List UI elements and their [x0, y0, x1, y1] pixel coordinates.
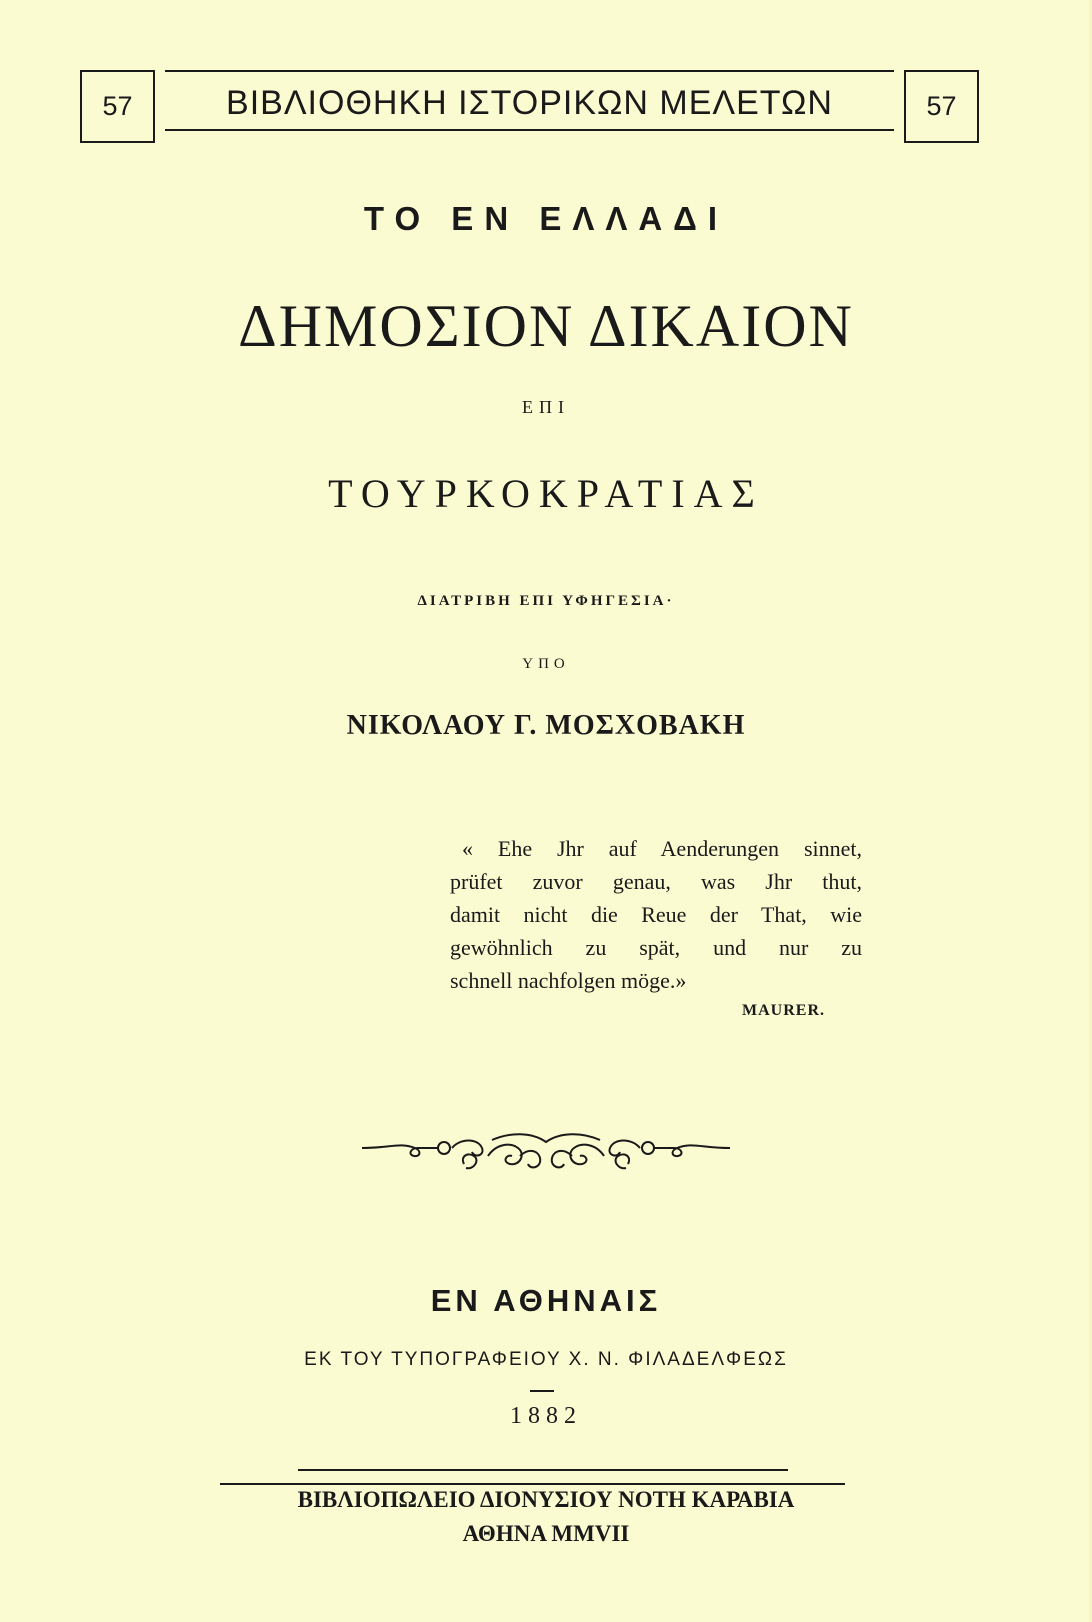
publisher-place-year: ΑΘΗΝΑ MMVII	[462, 1521, 630, 1546]
epigraph-attribution: MAURER.	[742, 1002, 825, 1019]
by-line: ΥΠΟ	[522, 656, 570, 672]
publisher-rule-top	[298, 1469, 788, 1471]
subtitle: ΔΙΑΤΡΙΒΗ ΕΠΙ ΥΦΗΓΕΣΙΑ·	[417, 593, 675, 609]
series-rule-bottom	[165, 129, 894, 131]
publisher-name: ΒΙΒΛΙΟΠΩΛΕΙΟ ΔΙΟΝΥΣΙΟΥ ΝΟΤΗ ΚΑΡΑΒΙΑ	[297, 1487, 795, 1512]
epigraph-line: « Ehe Jhr auf Aenderungen sinnet,	[462, 836, 862, 861]
ornament-flourish-icon	[360, 1126, 732, 1182]
series-number-right: 57	[926, 91, 957, 121]
epigraph-line: damit nicht die Reue der That, wie	[450, 902, 862, 927]
epigraph-line: prüfet zuvor genau, was Jhr thut,	[450, 869, 862, 894]
imprint-divider	[530, 1390, 554, 1392]
series-title: ΒΙΒΛΙΟΘΗΚΗ ΙΣΤΟΡΙΚΩΝ ΜΕΛΕΤΩΝ	[226, 84, 833, 122]
imprint-place: ΕΝ ΑΘΗΝΑΙΣ	[430, 1283, 662, 1318]
series-rule-top	[165, 70, 894, 72]
author-name: ΝΙΚΟΛΑΟΥ Γ. ΜΟΣΧΟΒΑΚΗ	[346, 710, 746, 741]
title-prefix: ΤΟ ΕΝ ΕΛΛΑΔΙ	[363, 200, 729, 237]
series-number-left: 57	[102, 91, 133, 121]
epigraph-line: gewöhnlich zu spät, und nur zu	[450, 935, 862, 960]
title-connector: ΕΠΙ	[522, 397, 570, 417]
title-main: ΔΗΜΟΣΙΟΝ ΔΙΚΑΙΟΝ	[238, 293, 854, 359]
imprint-year: 1882	[510, 1403, 582, 1429]
series-number-box-right	[904, 70, 979, 143]
title-secondary: ΤΟΥΡΚΟΚΡΑΤΙΑΣ	[328, 471, 764, 516]
epigraph	[450, 832, 862, 997]
series-number-box-left	[80, 70, 155, 143]
epigraph-line: schnell nachfolgen möge.»	[450, 968, 687, 993]
publisher-rule-bottom	[220, 1483, 845, 1485]
imprint-printer: ΕΚ ΤΟΥ ΤΥΠΟΓΡΑΦΕΙΟΥ Χ. Ν. ΦΙΛΑΔΕΛΦΕΩΣ	[304, 1349, 788, 1370]
